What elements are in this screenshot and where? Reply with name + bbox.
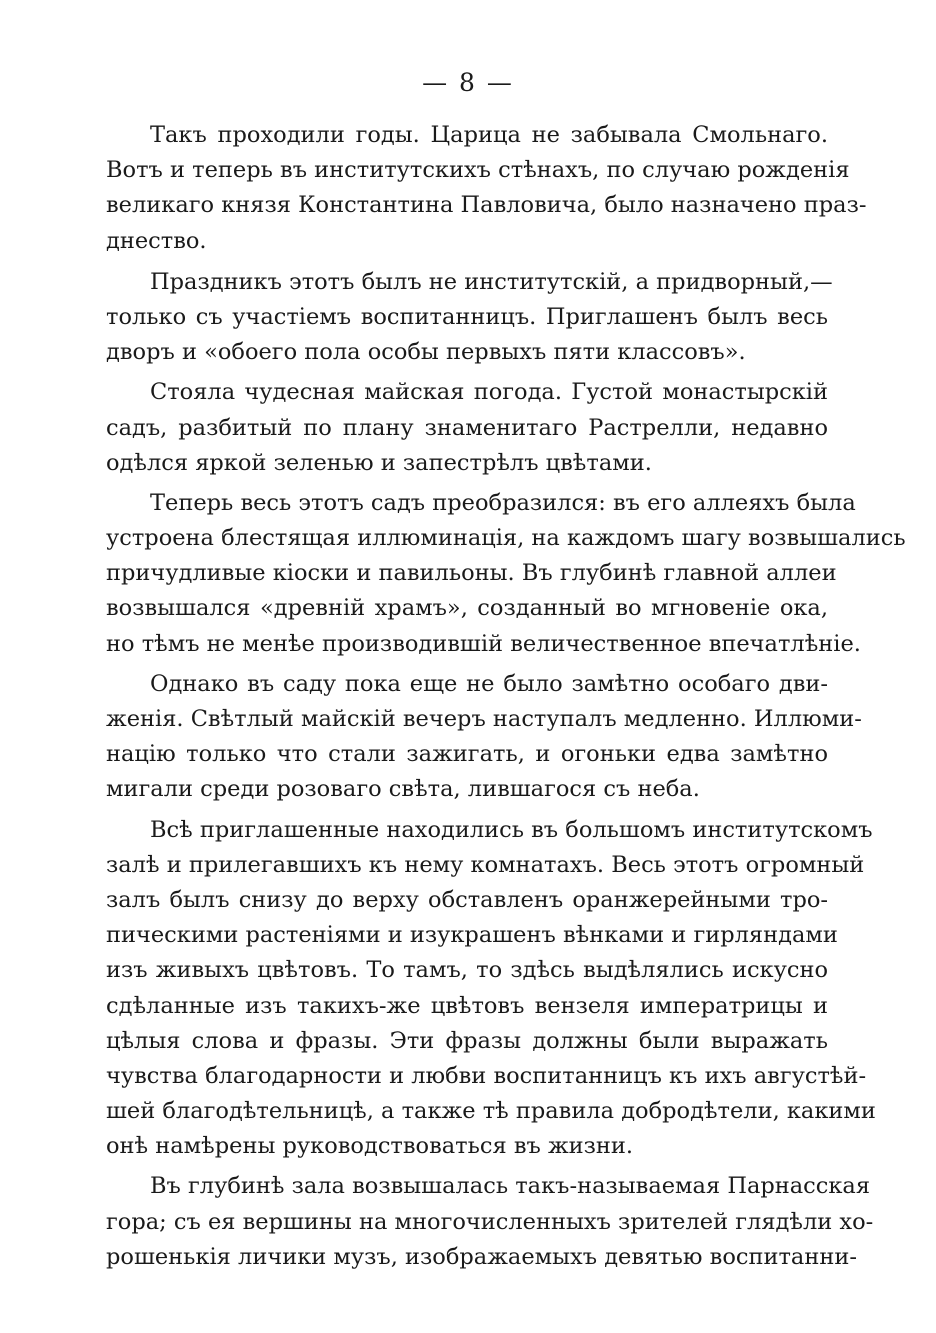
text-line: націю только что стали зажигать, и огоньки едва замѣтно: [106, 741, 828, 768]
text-line: Однако въ саду пока еще не было замѣтно особаго дви-: [150, 670, 828, 697]
paragraph: [106, 265, 833, 371]
text-line: чувства благодарности и любви воспитанницъ къ ихъ августѣй-: [106, 1062, 867, 1089]
text-line: одѣлся яркой зеленью и запестрѣлъ цвѣтами.: [106, 449, 652, 476]
paragraph: [106, 118, 867, 259]
body-text: [106, 118, 906, 1275]
text-line: изъ живыхъ цвѣтовъ. То тамъ, то здѣсь выдѣлялись искусно: [106, 957, 828, 984]
text-line: Стояла чудесная майская погода. Густой монастырскій: [150, 379, 828, 406]
text-line: мигали среди розоваго свѣта, лившагося съ неба.: [106, 776, 700, 803]
text-line: но тѣмъ не менѣе производившій величественное впечатлѣніе.: [106, 630, 861, 657]
text-line: только съ участіемъ воспитанницъ. Приглашенъ былъ весь: [106, 303, 828, 330]
paragraph: [106, 813, 876, 1165]
text-line: причудливые кіоски и павильоны. Въ глубинѣ главной аллеи: [106, 560, 837, 587]
text-line: гора; съ ея вершины на многочисленныхъ зрителей глядѣли хо-: [106, 1208, 874, 1235]
text-line: Вотъ и теперь въ институтскихъ стѣнахъ, по случаю рожденія: [106, 157, 850, 184]
text-line: сдѣланные изъ такихъ-же цвѣтовъ вензеля императрицы и: [106, 992, 828, 1019]
text-line: Праздникъ этотъ былъ не институтскій, а придворный,—: [150, 268, 833, 295]
text-line: днество.: [106, 227, 207, 254]
text-line: цѣлыя слова и фразы. Эти фразы должны были выражать: [106, 1027, 828, 1054]
text-line: женія. Свѣтлый майскій вечеръ наступалъ медленно. Иллюми-: [106, 706, 862, 732]
text-line: Такъ проходили годы. Царица не забывала Смольнаго.: [150, 122, 828, 148]
text-line: Въ глубинѣ зала возвышалась такъ-называемая Парнасская: [150, 1173, 871, 1200]
text-line: возвышался «древній храмъ», созданный во мгновеніе ока,: [106, 595, 828, 622]
text-line: Всѣ приглашенные находились въ большомъ институтскомъ: [150, 816, 873, 843]
text-line: дворъ и «обоего пола особы первыхъ пяти классовъ».: [106, 339, 746, 366]
text-line: залѣ и прилегавшихъ къ нему комнатахъ. Весь этотъ огромный: [106, 851, 865, 878]
page-number: — 8 —: [422, 68, 514, 97]
text-line: Теперь весь этотъ садъ преобразился: въ его аллеяхъ была: [150, 489, 856, 516]
text-line: пическими растеніями и изукрашенъ вѣнками и гирляндами: [106, 922, 838, 949]
text-line: садъ, разбитый по плану знаменитаго Растрелли, недавно: [106, 414, 828, 441]
paragraph: [106, 375, 828, 481]
text-line: великаго князя Константина Павловича, было назначено праз-: [106, 192, 867, 219]
text-line: шей благодѣтельницѣ, а также тѣ правила добродѣтели, какими: [106, 1098, 876, 1125]
paragraph: [106, 486, 906, 662]
paragraph: [106, 667, 862, 808]
text-line: онѣ намѣрены руководствоваться въ жизни.: [106, 1133, 634, 1160]
text-line: залъ былъ снизу до верху обставленъ оранжерейными тро-: [106, 886, 828, 913]
text-line: устроена блестящая иллюминація, на каждомъ шагу возвышались: [106, 525, 906, 552]
paragraph: [106, 1169, 874, 1275]
text-line: рошенькія личики музъ, изображаемыхъ девятью воспитанни-: [106, 1243, 857, 1270]
